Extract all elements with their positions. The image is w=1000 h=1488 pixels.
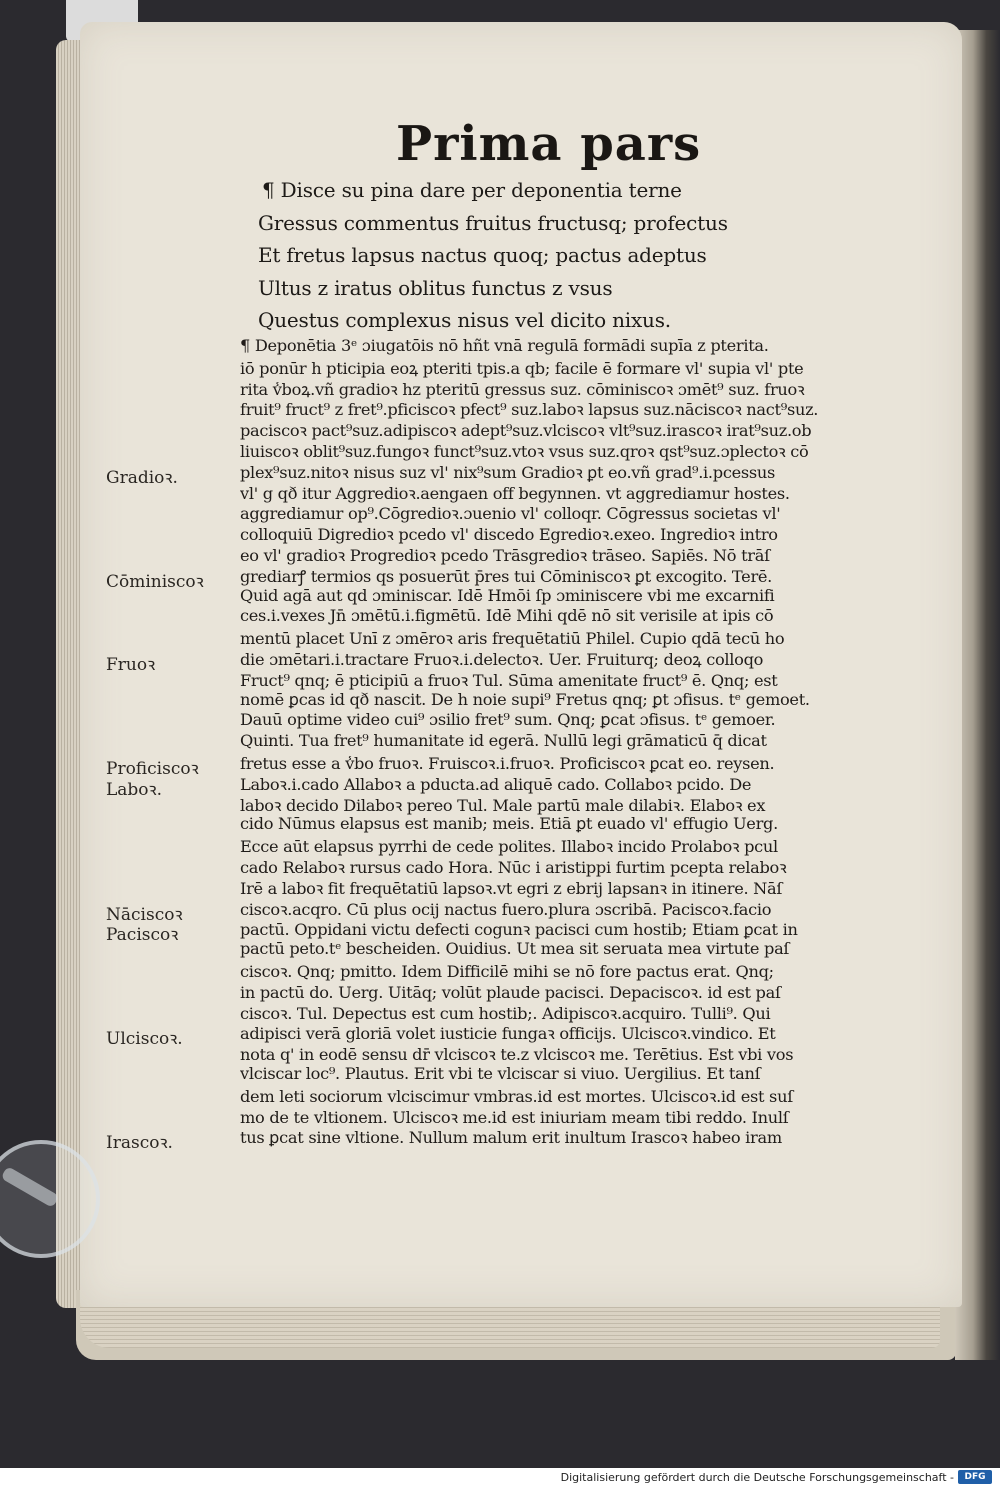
verse-line: Et fretus lapsus nactus quoq; pactus adeptus bbox=[258, 243, 707, 267]
body-line: mentū placet Unī z ɔmēroꝛ aris frequētatiū Philel. Cupio qdā tecū ho bbox=[240, 629, 785, 649]
body-line: nota q' in eodē sensu dr̄ vlciscoꝛ te.z vlciscoꝛ me. Terētius. Est vbi vos bbox=[240, 1045, 794, 1065]
marginal-note: Ulciscoꝛ. bbox=[106, 1029, 183, 1050]
footer-credit: Digitalisierung gefördert durch die Deutsche Forschungsgemeinschaft - bbox=[560, 1471, 954, 1484]
body-line: liuiscoꝛ oblit⁹suz.fungoꝛ funct⁹suz.vtoꝛ vsus suz.qroꝛ qst⁹suz.ɔplectoꝛ cō bbox=[240, 442, 809, 461]
body-line: Dauū optime video cui⁹ ɔsilio fret⁹ sum. Qnq; ꝑcat ɔfisus. tᵉ gemoer. bbox=[240, 710, 776, 730]
page-bottom-edge bbox=[80, 1300, 940, 1348]
body-line: eo vl' gradioꝛ Progredioꝛ pcedo Trāsgredioꝛ trāseo. Sapiēs. Nō trāſ bbox=[240, 546, 770, 565]
body-line: mo de te vltionem. Ulciscoꝛ me.id est iniuriam meam tibi reddo. Inulſ bbox=[240, 1107, 789, 1127]
body-line: Irē a laboꝛ fit frequētatiū lapsoꝛ.vt egri z ebrij lapsanꝛ in itinere. Nāſ bbox=[240, 878, 783, 898]
body-line: Quinti. Tua fret⁹ humanitate id egerā. Nullū legi grāmaticū q̄ dicat bbox=[240, 731, 767, 751]
marginal-note: Gradioꝛ. bbox=[106, 467, 178, 488]
body-line: aggrediamur op⁹.Cōgredioꝛ.ɔuenio vl' colloqr. Cōgressus societas vl' bbox=[240, 504, 781, 524]
body-line: dem leti sociorum vlciscimur vmbras.id est mortes. Ulciscoꝛ.id est suſ bbox=[240, 1086, 793, 1106]
body-line: Fruct⁹ qnq; ē pticipiū a fruoꝛ Tul. Sūma amenitate fruct⁹ ē. Qnq; est bbox=[240, 670, 778, 690]
body-line: paciscoꝛ pact⁹suz.adipiscoꝛ adept⁹suz.vlciscoꝛ vlt⁹suz.irascoꝛ irat⁹suz.ob bbox=[240, 421, 812, 441]
body-line: plex⁹suz.nitoꝛ nisus suz vl' nix⁹sum Gradioꝛ ꝑt eo.vñ grad⁹.i.pcessus bbox=[240, 462, 776, 482]
body-line: cido Nūmus elapsus est manib; meis. Etiā ꝑt euado vl' effugio Uerg. bbox=[240, 814, 778, 834]
body-line: ciscoꝛ. Tul. Depectus est cum hostib;. Adipiscoꝛ.acquiro. Tulli⁹. Qui bbox=[240, 1003, 771, 1023]
body-line: pactū. Oppidani victu defecti cogunꝛ pacisci cum hostib; Etiam ꝑcat in bbox=[240, 920, 798, 940]
body-line: tus ꝑcat sine vltione. Nullum malum erit inultum Irascoꝛ habeo iram bbox=[240, 1128, 782, 1148]
marginal-note: Fruoꝛ bbox=[106, 655, 156, 675]
body-line: colloquiū Digredioꝛ pcedo vl' discedo Egredioꝛ.exeo. Ingredioꝛ intro bbox=[240, 525, 778, 545]
body-line: vl' g qð itur Aggredioꝛ.aengaen off begynnen. vt aggrediamur hostes. bbox=[240, 483, 790, 503]
body-line: fruit⁹ fruct⁹ z fret⁹.pficiscoꝛ pfect⁹ suz.laboꝛ lapsus suz.nāciscoꝛ nact⁹suz. bbox=[240, 400, 819, 420]
body-line: adipisci verā gloriā volet iusticie fungaꝛ officijs. Ulciscoꝛ.vindico. Et bbox=[240, 1024, 776, 1044]
marginal-note: Proficiscoꝛ bbox=[106, 759, 199, 779]
verse-line: ¶ Disce su pina dare per deponentia terne bbox=[262, 178, 682, 202]
dfg-logo: DFG bbox=[958, 1470, 992, 1484]
body-line: Ecce aūt elapsus pyrrhi de cede polites. Illaboꝛ incido Prolaboꝛ pcul bbox=[240, 837, 778, 857]
body-line: rita v̾boꝝ.vñ gradioꝛ hz pteritū gressus suz. cōminiscoꝛ ɔmēt⁹ suz. fruoꝛ bbox=[240, 379, 805, 399]
body-line: ces.i.vexes Jn̄ ɔmētū.i.figmētū. Idē Mihi qdē nō sit verisile at ipis cō bbox=[240, 606, 774, 626]
marginal-note: Paciscoꝛ bbox=[106, 925, 179, 946]
body-line: in pactū do. Uerg. Uitāq; volūt plaude pacisci. Depaciscoꝛ. id est paſ bbox=[240, 982, 781, 1002]
body-line: ciscoꝛ. Qnq; pmitto. Idem Difficilē mihi se nō fore pactus erat. Qnq; bbox=[240, 962, 774, 981]
marginal-note: Irascoꝛ. bbox=[106, 1133, 173, 1154]
marginal-note: Laboꝛ. bbox=[106, 779, 163, 800]
verse-line: Gressus commentus fruitus fructusq; profectus bbox=[258, 210, 728, 235]
marginal-note: Cōminiscoꝛ bbox=[106, 571, 204, 592]
body-line: Quid agā aut qd ɔminiscar. Idē Hmōi ſp ɔminiscere vbi me excarnifi bbox=[240, 585, 775, 605]
body-line: vlciscar loc⁹. Plautus. Erit vbi te vlciscar si viuo. Uergilius. Et tanſ bbox=[240, 1064, 761, 1083]
page-edges-left bbox=[56, 40, 82, 1308]
body-line: die ɔmētari.i.tractare Fruoꝛ.i.delectoꝛ. Uer. Fruiturq; deoꝝ colloqo bbox=[240, 650, 764, 669]
body-line: grediarꝭ termios qs posuerūt p̄res tui Cōminiscoꝛ ꝑt excogito. Terē. bbox=[240, 566, 773, 586]
body-line: cado Relaboꝛ rursus cado Hora. Nūc i aristippi furtim pcepta relaboꝛ bbox=[240, 858, 787, 877]
body-line: ciscoꝛ.acqro. Cū plus ocij nactus fuero.plura ɔscribā. Paciscoꝛ.facio bbox=[240, 899, 772, 919]
body-line: iō ponūr h pticipia eoꝝ pteriti tpis.a qb; facile ē formare vl' supia vl' pte bbox=[240, 358, 804, 378]
body-line: fretus esse a v̾bo fruoꝛ. Fruiscoꝛ.i.fruoꝛ. Proficiscoꝛ ꝑcat eo. reysen. bbox=[240, 754, 775, 773]
marginal-note: Nāciscoꝛ bbox=[106, 904, 183, 925]
running-title: Prima pars bbox=[396, 116, 702, 172]
body-line: laboꝛ decido Dilaboꝛ pereo Tul. Male partū male dilabiꝛ. Elaboꝛ ex bbox=[240, 795, 766, 815]
verse-line: Questus complexus nisus vel dicito nixus. bbox=[258, 308, 671, 332]
body-line: ¶ Deponētia 3ᵉ ɔiugatōis nō hñt vnā regulā formādi supīa z pterita. bbox=[240, 336, 769, 355]
body-line: Laboꝛ.i.cado Allaboꝛ a pducta.ad aliquē cado. Collaboꝛ pcido. De bbox=[240, 774, 752, 794]
body-line: pactū peto.tᵉ bescheiden. Ouidius. Ut mea sit seruata mea virtute paſ bbox=[240, 939, 790, 959]
verse-line: Ultus z iratus oblitus functus z vsus bbox=[258, 275, 613, 300]
body-line: nomē ꝑcas id qð nascit. De h noie supi⁹ Fretus qnq; ꝑt ɔfisus. tᵉ gemoet. bbox=[240, 689, 810, 709]
